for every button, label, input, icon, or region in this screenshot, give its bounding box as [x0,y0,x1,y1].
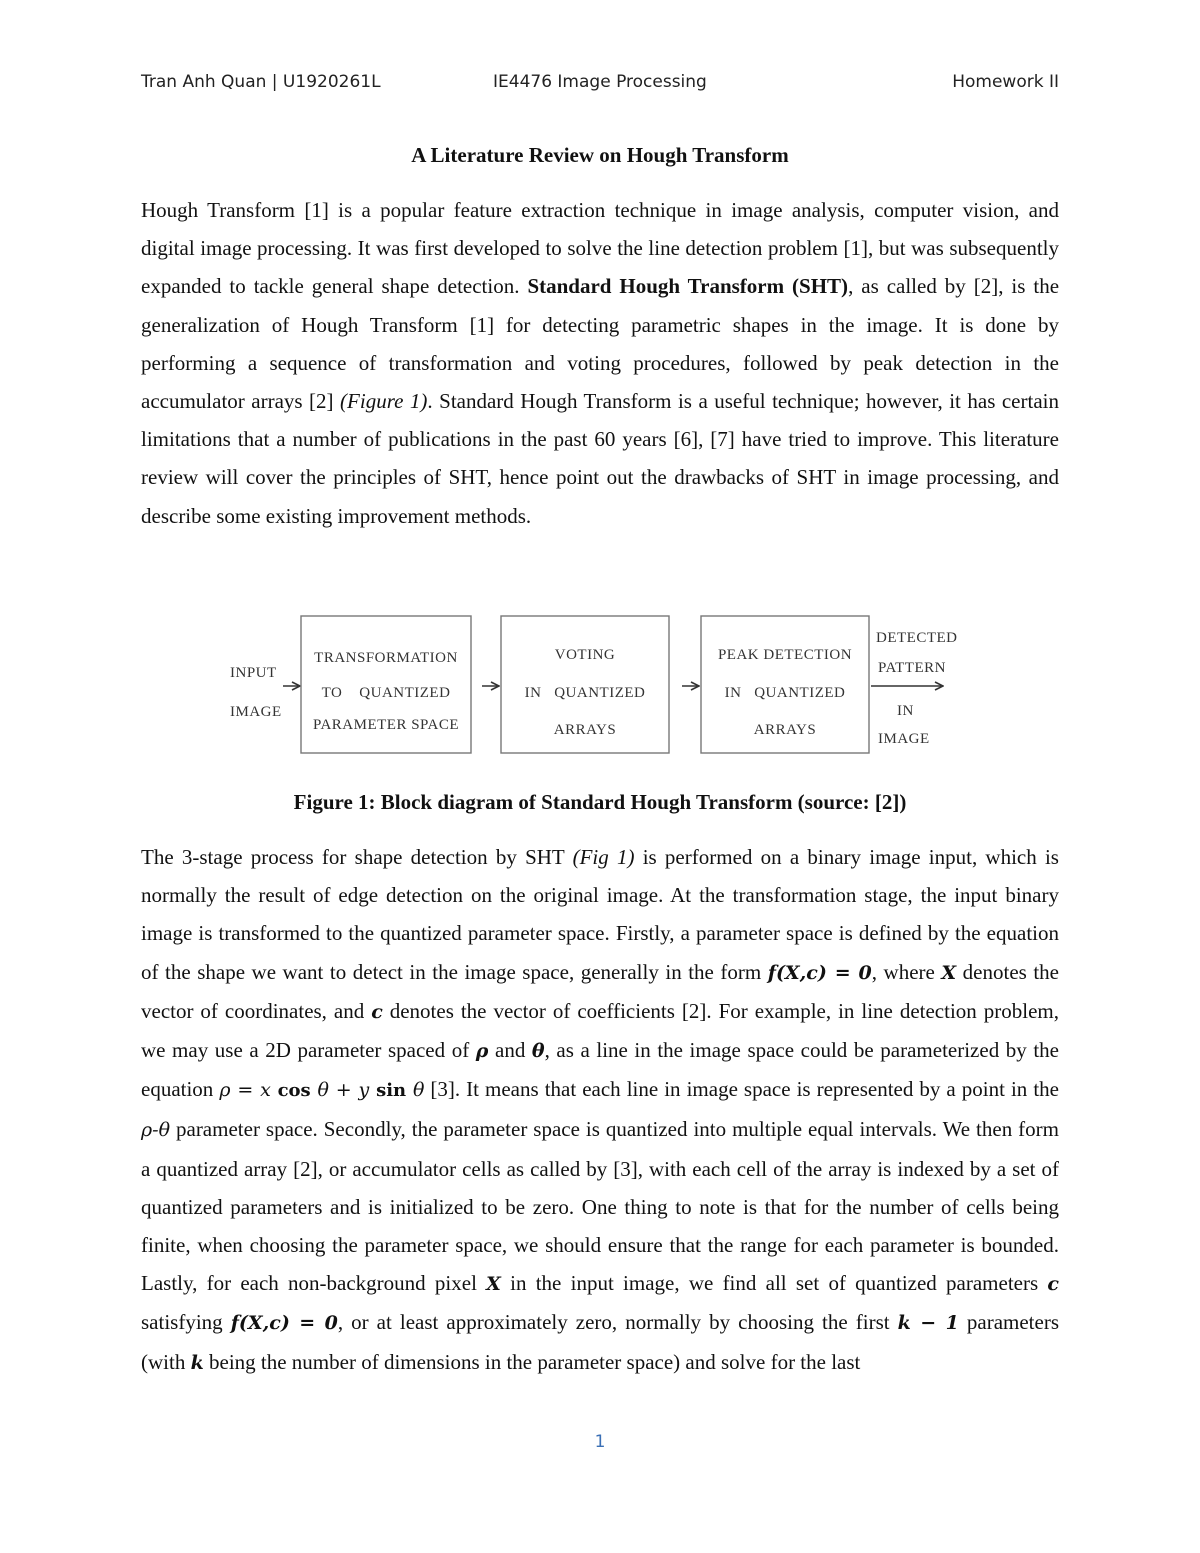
block3-line-1: PEAK DETECTION [717,647,853,663]
figure-reference: (Figure 1) [340,389,428,414]
math-symbol: k [190,1351,204,1374]
math-symbol: c [1047,1273,1059,1296]
math-function: sin [376,1080,407,1102]
block3-line-3: ARRAYS [753,722,817,738]
figure-caption: Figure 1: Block diagram of Standard Hough Transform (source: [2]) [293,790,907,814]
figure-reference: (Fig 1) [572,845,635,869]
block-diagram [220,608,980,768]
math-line-equation: θ [406,1079,425,1102]
bold-term: Standard Hough Transform (SHT) [527,274,849,299]
input-label-line-2: IMAGE [230,704,282,720]
math-expression: k − 1 [897,1312,959,1335]
math-shape-equation: f(X,c) = 0 [230,1312,338,1335]
text-run: in the input image, we find all set of quantized parameters [500,1271,1048,1296]
text-run: , where [871,959,942,984]
block1-line-1: TRANSFORMATION [314,650,458,666]
text-run: parameters (with [141,1310,1059,1374]
math-line-equation: ρ = x [219,1079,278,1102]
block3-line-2: IN QUANTIZED [724,685,846,701]
input-label-line-1: INPUT [230,665,277,681]
text-run: is performed on a binary image input, which is normally the result of edge detection on the original image. At the transformation stage, the input binary image is transformed to the quantized parameter space. Firstly, a parameter space is defined by the equation of the shape we want to detect in the image space, generally in the form [141,845,1059,984]
intro-paragraph [141,191,1059,535]
output-label-line-4: IMAGE [878,731,930,747]
text-run: denotes the vector of coordinates, and [141,959,1059,1023]
math-symbol: ρ-θ [141,1119,171,1142]
math-line-equation: θ + y [310,1079,377,1102]
text-run: . Standard Hough Transform is a useful technique; however, it has certain limitations that a number of publications in the past 60 years [6], [7] have tried to improve. This literature review will cover the principles of SHT, hence point out the drawbacks of SHT in image processing, and describe some existing improvement methods. [141,389,1059,528]
text-run: The 3-stage process for shape detection by SHT [141,845,573,869]
output-label-line-2: PATTERN [878,660,946,676]
document-title: A Literature Review on Hough Transform [411,143,789,167]
method-paragraph [141,838,1059,1382]
text-run: Hough Transform [1] is a popular feature extraction technique in image analysis, computer vision, and digital image processing. It was first developed to solve the line detection problem [1], but was subsequently expanded to tackle general shape detection. [141,198,1059,299]
block2-line-2: IN QUANTIZED [524,685,646,701]
text-run: parameter space. Secondly, the parameter space is quantized into multiple equal intervals. We then form a quantized array [2], or accumulator cells as called by [3], with each cell of the array is indexed by a set of quantized parameters and is initialized to be zero. One thing to note is that for the number of cells being finite, when choosing the parameter space, we should ensure that the range for each parameter is bounded. Lastly, for each non-background pixel [141,1117,1059,1296]
output-label-line-3: IN [897,703,914,719]
text-run: , as a line in the image space could be parameterized by the equation [141,1038,1059,1102]
math-function: cos [277,1080,311,1102]
text-run: satisfying [141,1310,231,1335]
text-run: and [488,1038,532,1063]
block1-line-2: TO QUANTIZED [321,685,451,701]
text-run: , as called by [2], is the generalization of Hough Transform [1] for detecting parametric shapes in the image. It is done by performing a sequence of transformation and voting procedures, followed by peak detection in the accumulator arrays [2] [141,274,1060,414]
text-run: , or at least approximately zero, normally by choosing the first [337,1310,898,1335]
header-assignment: Homework II [952,72,1059,92]
math-symbol: θ [531,1040,545,1063]
output-label-line-1: DETECTED [876,630,958,646]
text-run: denotes the vector of coefficients [2]. For example, in line detection problem, we may use a 2D parameter spaced of [141,998,1059,1063]
block2-line-1: VOTING [554,647,616,663]
block1-line-3: PARAMETER SPACE [312,717,460,733]
math-symbol: X [486,1273,501,1296]
header-author: Tran Anh Quan | U1920261L [141,72,381,92]
math-shape-equation: f(X,c) = 0 [767,961,872,984]
page-header [141,72,1059,98]
text-run: being the number of dimensions in the parameter space) and solve for the last [203,1349,861,1374]
block2-line-3: ARRAYS [553,722,617,738]
math-symbol: X [941,961,957,984]
text-run: [3]. It means that each line in image space is represented by a point in the [424,1077,1059,1102]
page-number: 1 [594,1432,606,1452]
header-course: IE4476 Image Processing [493,72,707,92]
math-symbol: ρ [475,1040,489,1063]
math-symbol: c [371,1000,383,1023]
